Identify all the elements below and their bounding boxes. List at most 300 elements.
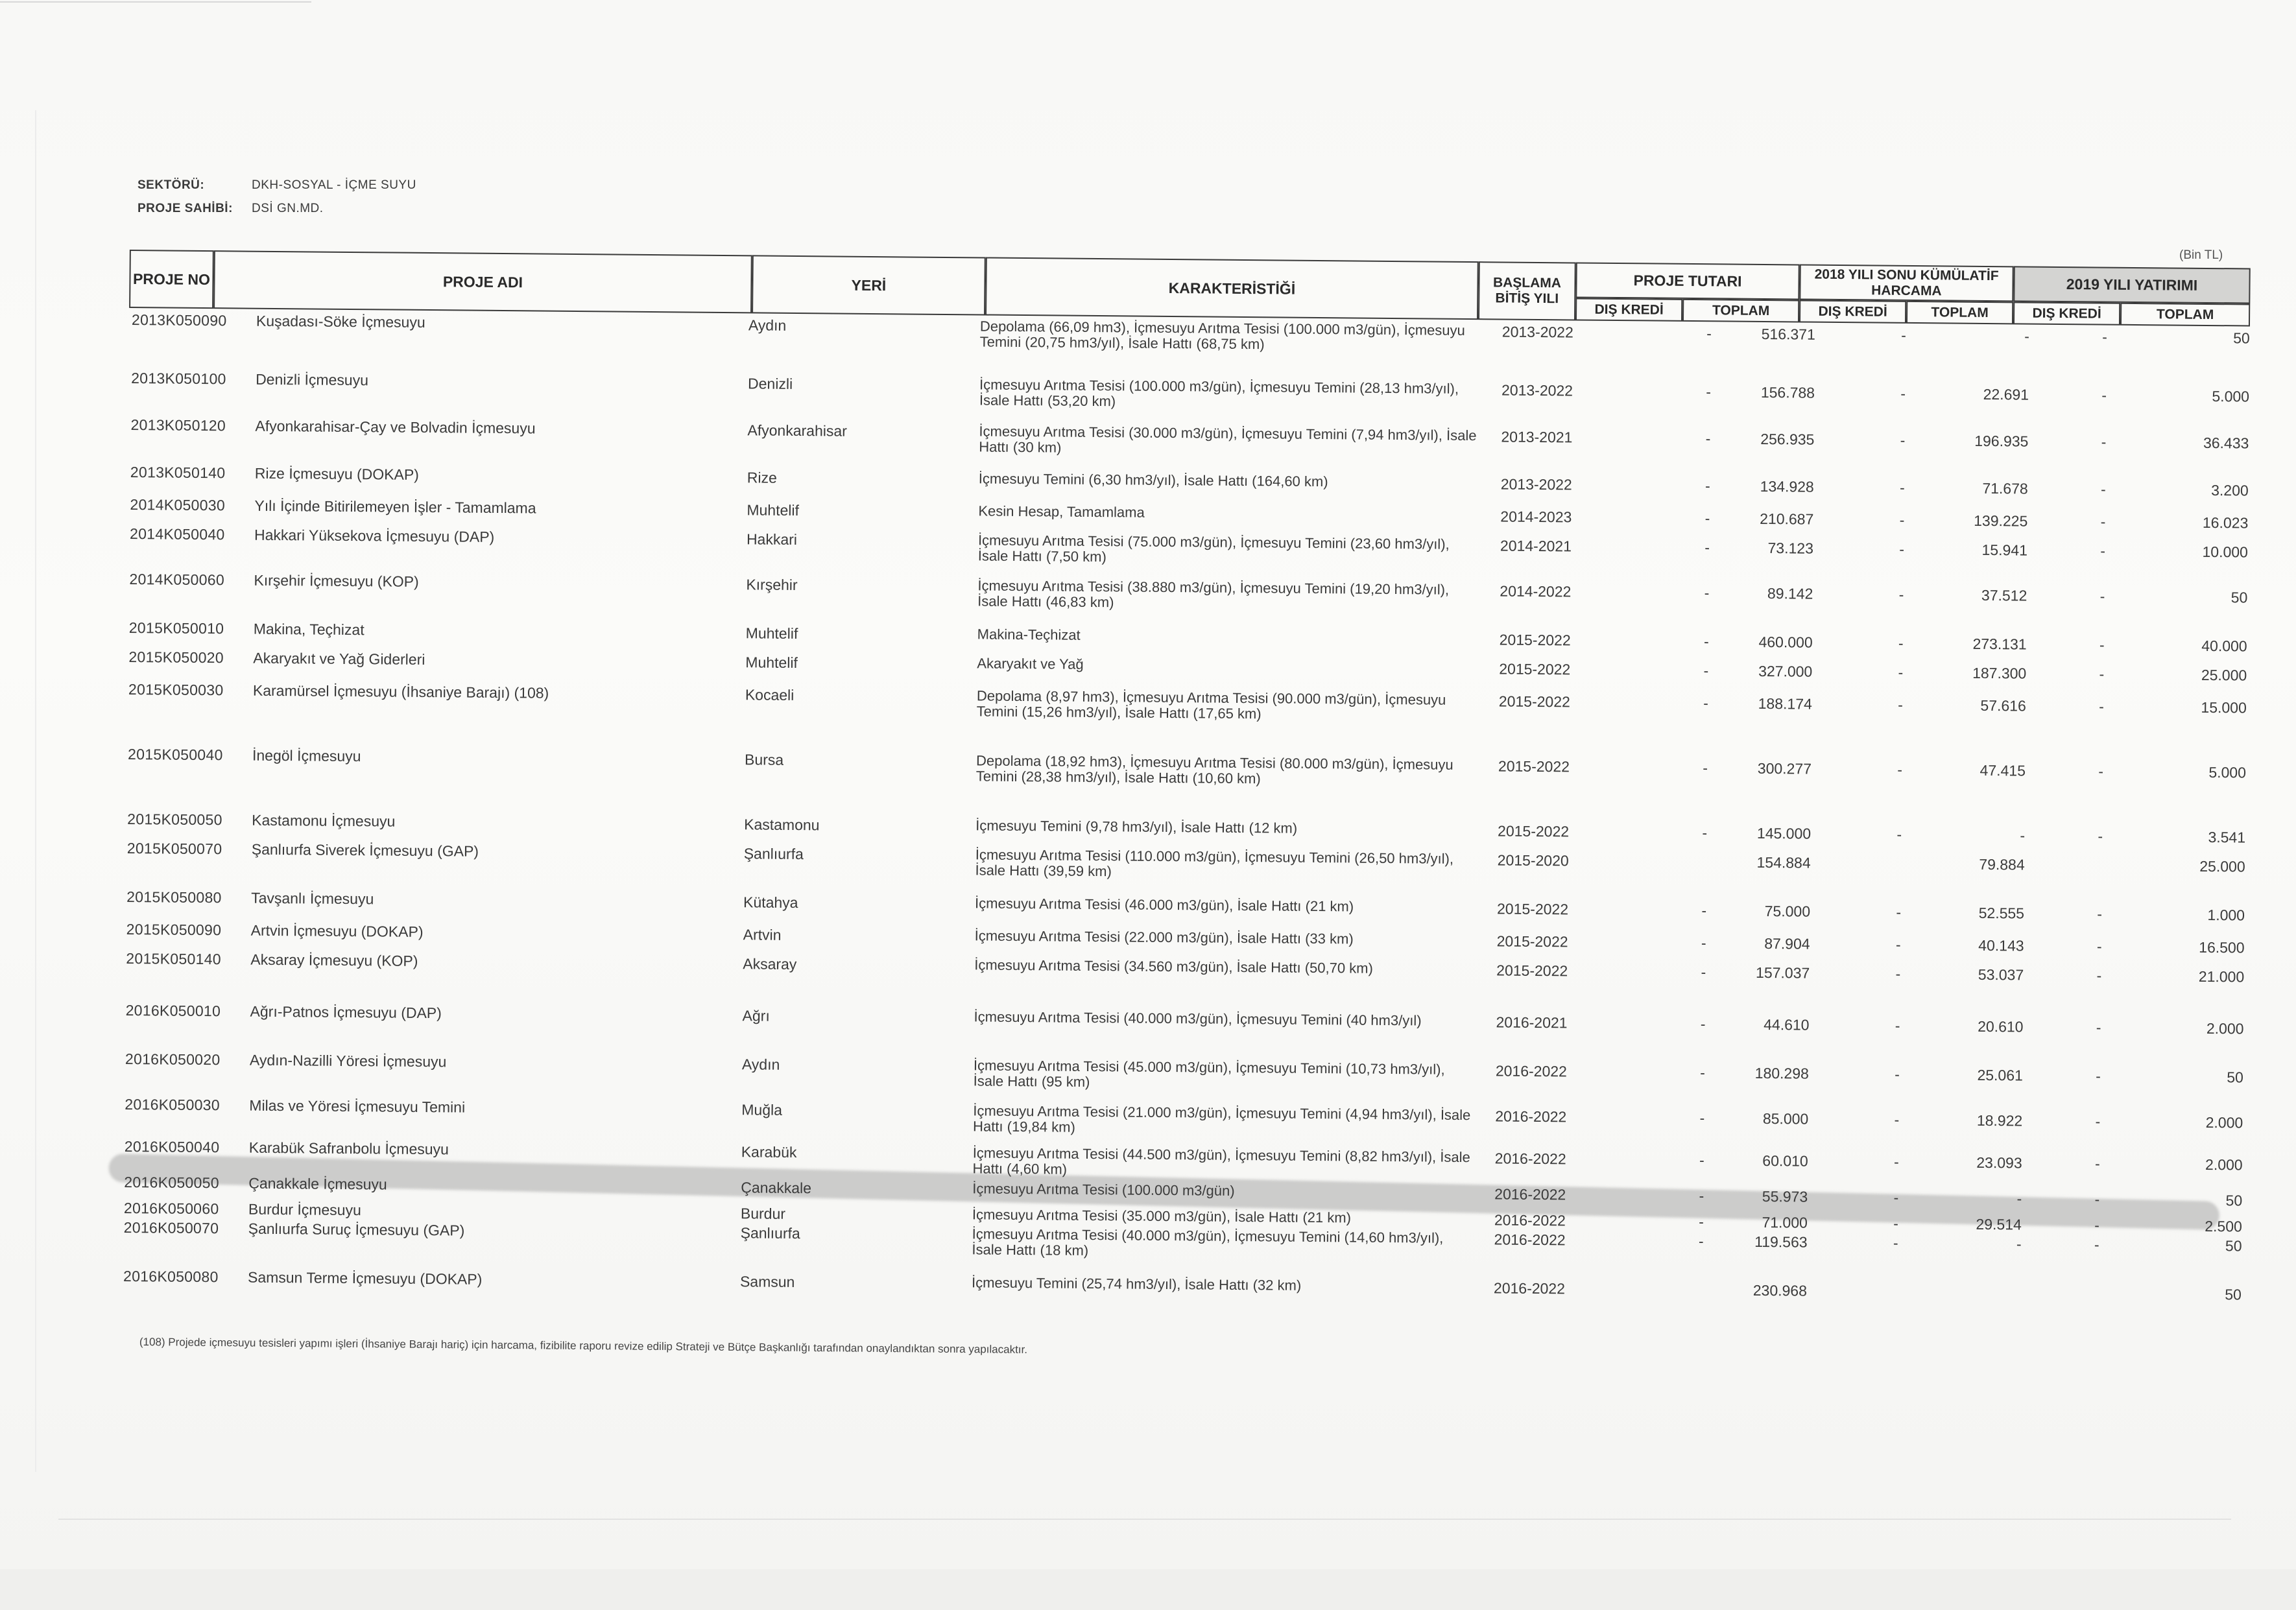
investment-2019-total: 3.200 (2211, 482, 2249, 499)
investment-2019-foreign-credit: - (2096, 1067, 2101, 1085)
project-cost-total: 300.277 (1757, 759, 1812, 777)
spending-2018-foreign-credit: - (1895, 936, 1901, 953)
project-characteristics: Kesin Hesap, Tamamlama (978, 503, 1145, 521)
project-name: Milas ve Yöresi İçmesuyu Temini (249, 1096, 466, 1116)
project-years: 2016-2022 (1494, 1211, 1566, 1229)
header-proje-adi: PROJE ADI (213, 250, 752, 313)
project-table (119, 240, 2250, 1490)
project-no: 2015K050030 (128, 681, 224, 699)
project-characteristics: İçmesuyu Arıtma Tesisi (22.000 m3/gün), İsale Hattı (33 km) (974, 927, 1354, 947)
spending-2018-total (1872, 1283, 2021, 1284)
header-proje-tutari: PROJE TUTARI (1575, 262, 1799, 300)
project-cost-total: 516.371 (1761, 325, 1815, 343)
project-name: Rize İçmesuyu (DOKAP) (254, 464, 420, 483)
project-location: Samsun (739, 1273, 795, 1291)
project-no: 2016K050080 (123, 1267, 219, 1286)
investment-2019-foreign-credit: - (2099, 587, 2105, 605)
table-row (126, 619, 2247, 655)
spending-2018-foreign-credit: - (1896, 903, 1902, 921)
project-no: 2014K050030 (130, 496, 226, 514)
project-no: 2015K050020 (128, 648, 224, 667)
project-years: 2016-2021 (1496, 1013, 1568, 1032)
investment-2019-total: 36.433 (2203, 434, 2249, 452)
spending-2018-total: 79.884 (1979, 855, 2025, 873)
investment-2019-total: 16.500 (2199, 938, 2245, 956)
project-cost-total: 71.000 (1762, 1214, 1808, 1231)
owner-row (138, 197, 416, 220)
investment-2019-foreign-credit: - (2100, 513, 2106, 530)
project-cost-foreign-credit: - (1700, 1015, 1706, 1033)
project-years: 2016-2022 (1493, 1279, 1566, 1297)
table-row (122, 1137, 2243, 1178)
investment-2019-total: 16.023 (2202, 514, 2249, 532)
header-toplam-1: TOPLAM (1682, 299, 1799, 323)
project-name: Akaryakıt ve Yağ Giderleri (253, 649, 425, 668)
spending-2018-foreign-credit: - (1893, 1214, 1898, 1232)
spending-2018-total: 22.691 (1983, 385, 2029, 403)
table-row (128, 496, 2249, 532)
investment-2019-total: 3.541 (2208, 829, 2246, 846)
project-years: 2015-2020 (1497, 851, 1569, 870)
project-no: 2016K050060 (123, 1199, 219, 1218)
spending-2018-total: 15.941 (1981, 541, 2028, 559)
project-location: Muhtelif (747, 501, 800, 519)
project-years: 2015-2022 (1496, 900, 1569, 918)
header-dis-kredi-2: DIŞ KREDİ (1799, 300, 1906, 323)
project-cost-foreign-credit: - (1704, 539, 1710, 556)
project-years: 2013-2021 (1501, 428, 1573, 446)
investment-2019-foreign-credit: - (2096, 967, 2102, 984)
investment-2019-foreign-credit: - (2099, 698, 2104, 715)
investment-2019-total: 10.000 (2202, 543, 2249, 561)
project-location: Denizli (747, 375, 793, 392)
project-cost-foreign-credit: - (1699, 1213, 1704, 1231)
spending-2018-total: - (2020, 827, 2026, 844)
investment-2019-foreign-credit: - (2097, 905, 2103, 923)
project-name: Ağrı-Patnos İçmesuyu (DAP) (250, 1002, 442, 1022)
project-no: 2014K050040 (129, 525, 225, 543)
spending-2018-foreign-credit: - (1893, 1234, 1898, 1251)
project-location: Muhtelif (745, 654, 798, 672)
project-characteristics: İçmesuyu Arıtma Tesisi (110.000 m3/gün), İçmesuyu Temini (26,50 hm3/yıl), İsale Hattı (39,59 km) (975, 846, 1454, 880)
scan-edge-line (0, 1, 311, 3)
spending-2018-total: - (2024, 327, 2029, 345)
project-cost-foreign-credit: - (1704, 584, 1710, 602)
investment-2019-total: 40.000 (2201, 637, 2247, 655)
project-characteristics: İçmesuyu Arıtma Tesisi (40.000 m3/gün), İçmesuyu Temini (40 hm3/yıl) (974, 1008, 1422, 1029)
spending-2018-total: 23.093 (1976, 1154, 2022, 1172)
project-no: 2013K050140 (130, 464, 226, 482)
table-row (126, 681, 2247, 722)
project-cost-foreign-credit: - (1703, 633, 1709, 650)
investment-2019-total: 50 (2230, 589, 2248, 606)
spending-2018-foreign-credit: - (1893, 1153, 1899, 1170)
header-harcama-2018: 2018 YILI SONU KÜMÜLATİF HARCAMA (1799, 264, 2013, 302)
project-name: Şanlıurfa Siverek İçmesuyu (GAP) (251, 840, 479, 860)
project-characteristics: İçmesuyu Arıtma Tesisi (35.000 m3/gün), İsale Hattı (21 km) (972, 1206, 1352, 1226)
owner-label: PROJE SAHİBİ: (138, 202, 233, 215)
header-dis-kredi-3: DIŞ KREDİ (2013, 302, 2120, 325)
spending-2018-foreign-credit: - (1899, 479, 1905, 496)
project-location: Bursa (744, 751, 784, 768)
investment-2019-foreign-credit: - (2094, 1216, 2099, 1234)
project-cost-foreign-credit: - (1705, 430, 1711, 447)
project-location: Kocaeli (745, 686, 795, 704)
scan-edge-line (35, 110, 36, 1472)
investment-2019-total: 2.500 (2205, 1217, 2242, 1235)
table-row (124, 888, 2245, 924)
project-location: Aydın (741, 1056, 780, 1073)
project-characteristics: Depolama (66,09 hm3), İçmesuyu Arıtma Tesisi (100.000 m3/gün), İçmesuyu Temini (20,75 hm3/yıl), İsale Hattı (68,75 km) (979, 318, 1465, 353)
project-location: Hakkari (746, 530, 798, 548)
project-cost-total: 55.973 (1762, 1188, 1808, 1205)
investment-2019-foreign-credit: - (2099, 636, 2105, 654)
spending-2018-total: 52.555 (1978, 904, 2025, 922)
investment-2019-foreign-credit: - (2095, 1113, 2101, 1130)
project-location: Çanakkale (741, 1179, 812, 1197)
project-characteristics: Depolama (18,92 hm3), İçmesuyu Arıtma Tesisi (80.000 m3/gün), İçmesuyu Temini (28,38 hm3/yıl), İsale Hattı (10,60 km) (975, 752, 1453, 787)
project-cost-foreign-credit: - (1699, 1152, 1704, 1169)
project-cost-total: 327.000 (1758, 662, 1813, 680)
project-location: Muğla (741, 1101, 783, 1119)
project-characteristics: İçmesuyu Temini (6,30 hm3/yıl), İsale Hattı (164,60 km) (978, 470, 1328, 490)
spending-2018-foreign-credit: - (1901, 326, 1906, 344)
spending-2018-total: - (2016, 1235, 2022, 1253)
project-name: Burdur İçmesuyu (248, 1200, 361, 1219)
project-location: Artvin (743, 926, 782, 943)
project-cost-total: 44.610 (1764, 1016, 1810, 1034)
investment-2019-foreign-credit: - (2098, 827, 2103, 845)
project-years: 2013-2022 (1500, 475, 1572, 493)
spending-2018-total: 71.678 (1982, 479, 2028, 497)
project-years: 2015-2022 (1499, 631, 1571, 649)
project-cost-foreign-credit: - (1701, 902, 1707, 919)
investment-2019-foreign-credit: - (2098, 763, 2104, 780)
project-years: 2016-2022 (1495, 1062, 1568, 1080)
spending-2018-foreign-credit: - (1898, 586, 1904, 603)
header-yatirim-2019: 2019 YILI YATIRIMI (2013, 266, 2250, 303)
spending-2018-foreign-credit: - (1895, 1065, 1900, 1083)
project-name: Çanakkale İçmesuyu (248, 1174, 387, 1193)
spending-2018-total: 29.514 (1976, 1215, 2022, 1233)
project-location: Kütahya (743, 894, 798, 912)
project-cost-total: 210.687 (1760, 510, 1814, 528)
project-name: Tavşanlı İçmesuyu (251, 889, 374, 908)
investment-2019-total: 2.000 (2205, 1155, 2243, 1174)
header-baslama-bitis: BAŞLAMA BİTİŞ YILI (1478, 261, 1576, 320)
project-location: Kırşehir (746, 576, 798, 594)
spending-2018-foreign-credit: - (1898, 663, 1904, 681)
table-row (123, 1050, 2243, 1090)
project-name: Afyonkarahisar-Çay ve Bolvadin İçmesuyu (255, 417, 536, 437)
spending-2018-foreign-credit: - (1899, 511, 1905, 528)
project-cost-foreign-credit: - (1703, 759, 1708, 777)
investment-2019-foreign-credit: - (2100, 542, 2106, 560)
project-cost-foreign-credit: - (1704, 510, 1710, 527)
project-cost-total: 145.000 (1756, 824, 1812, 842)
project-name: Yılı İçinde Bitirilemeyen İşler - Tamamlama (254, 497, 536, 517)
investment-2019-foreign-credit: - (2100, 480, 2106, 498)
header-proje-no: PROJE NO (129, 250, 214, 309)
project-no: 2016K050020 (125, 1050, 221, 1069)
spending-2018-foreign-credit: - (1900, 431, 1906, 449)
project-cost-foreign-credit: - (1699, 1109, 1705, 1127)
project-cost-total: 85.000 (1762, 1110, 1809, 1128)
investment-2019-foreign-credit (2034, 1284, 2099, 1285)
project-characteristics: İçmesuyu Temini (25,74 hm3/yıl), İsale Hattı (32 km) (971, 1274, 1302, 1294)
project-no: 2016K050050 (124, 1173, 219, 1192)
table-row (128, 464, 2249, 499)
investment-2019-foreign-credit: - (2094, 1190, 2100, 1208)
project-no: 2015K050090 (126, 920, 222, 939)
project-years: 2016-2022 (1494, 1185, 1566, 1203)
project-characteristics: İçmesuyu Arıtma Tesisi (34.560 m3/gün), İsale Hattı (50,70 km) (974, 956, 1374, 977)
header-karakteristigi: KARAKTERİSTİĞİ (985, 257, 1479, 320)
project-cost-total: 230.968 (1752, 1281, 1808, 1299)
footnote: (108) Projede içmesuyu tesisleri yapımı işleri (İhsaniye Barajı hariç) için harcama, fizibilite raporu revize edilip Strateji ve Bütçe Başkanlığı tarafından onaylandıktan sonra yapılacaktır. (139, 1336, 1028, 1356)
header-yeri: YERİ (752, 255, 986, 315)
investment-2019-total: 2.000 (2206, 1019, 2244, 1037)
header-toplam-2: TOPLAM (1906, 301, 2013, 324)
project-cost-foreign-credit: - (1702, 824, 1708, 842)
project-years: 2015-2022 (1496, 962, 1568, 980)
spending-2018-foreign-credit: - (1898, 634, 1904, 652)
project-characteristics: İçmesuyu Arıtma Tesisi (45.000 m3/gün), İçmesuyu Temini (10,73 hm3/yıl), İsale Hattı (95 km) (973, 1057, 1445, 1090)
project-name: Kuşadası-Söke İçmesuyu (256, 312, 425, 331)
spending-2018-foreign-credit: - (1895, 965, 1901, 982)
table-row (128, 370, 2250, 410)
spending-2018-foreign-credit: - (1893, 1189, 1899, 1206)
project-no: 2013K050100 (131, 370, 226, 388)
project-years: 2015-2022 (1499, 660, 1571, 678)
project-cost-total: 188.174 (1758, 694, 1812, 713)
investment-2019-total: 50 (2227, 1069, 2243, 1086)
project-location: Karabük (741, 1143, 797, 1161)
spending-2018-total: - (2016, 1190, 2022, 1207)
project-years: 2016-2022 (1495, 1107, 1567, 1126)
project-characteristics: İçmesuyu Arıtma Tesisi (100.000 m3/gün), İçmesuyu Temini (28,13 hm3/yıl), İsale Hattı (53,20 km) (979, 376, 1459, 410)
project-characteristics: İçmesuyu Arıtma Tesisi (100.000 m3/gün) (972, 1180, 1235, 1199)
project-characteristics: İçmesuyu Arıtma Tesisi (46.000 m3/gün), İsale Hattı (21 km) (975, 895, 1354, 915)
project-name: Kırşehir İçmesuyu (KOP) (254, 571, 419, 590)
investment-2019-total: 2.000 (2205, 1113, 2243, 1131)
project-cost-foreign-credit: - (1704, 477, 1710, 495)
project-no: 2015K050070 (126, 839, 222, 858)
investment-2019-total: 50 (2225, 1286, 2242, 1303)
project-no: 2016K050030 (125, 1095, 221, 1114)
project-cost-foreign-credit: - (1701, 964, 1706, 981)
investment-2019-foreign-credit: - (2102, 328, 2107, 346)
spending-2018-total: 20.610 (1978, 1017, 2024, 1036)
project-location: Burdur (740, 1205, 786, 1222)
investment-2019-total: 50 (2225, 1237, 2242, 1255)
spending-2018-total: 40.143 (1978, 936, 2024, 954)
project-years: 2015-2022 (1498, 693, 1570, 711)
investment-2019-foreign-credit: - (2101, 386, 2107, 404)
header-toplam-3: TOPLAM (2120, 303, 2250, 327)
spending-2018-foreign-credit: - (1898, 696, 1903, 713)
project-cost-total: 460.000 (1758, 633, 1813, 651)
project-location: Aydın (748, 316, 787, 334)
project-characteristics: İçmesuyu Arıtma Tesisi (44.500 m3/gün), İçmesuyu Temini (8,82 hm3/yıl), İsale Hattı (4,60 km) (972, 1144, 1470, 1178)
investment-2019-total: 25.000 (2201, 666, 2247, 684)
project-cost-total: 256.935 (1760, 430, 1815, 448)
spending-2018-total: 273.131 (1972, 635, 2027, 653)
spending-2018-total: 18.922 (1976, 1111, 2023, 1130)
spending-2018-foreign-credit: - (1895, 1017, 1900, 1034)
project-name: Aksaray İçmesuyu (KOP) (250, 951, 418, 969)
project-no: 2015K050040 (127, 746, 223, 764)
spending-2018-total: 47.415 (1979, 761, 2026, 779)
project-years: 2014-2022 (1500, 582, 1572, 600)
spending-2018-foreign-credit: - (1894, 1111, 1900, 1128)
spending-2018-foreign-credit: - (1900, 385, 1906, 402)
project-characteristics: Makina-Teçhizat (977, 626, 1081, 643)
investment-2019-total: 21.000 (2198, 967, 2245, 986)
project-name: Hakkari Yüksekova İçmesuyu (DAP) (254, 526, 495, 545)
table-row (128, 416, 2249, 456)
project-cost-foreign-credit: - (1698, 1233, 1704, 1250)
project-name: Karabük Safranbolu İçmesuyu (248, 1139, 449, 1158)
project-years: 2014-2021 (1500, 537, 1572, 555)
project-no: 2015K050140 (126, 949, 222, 968)
project-cost-total: 180.298 (1754, 1064, 1809, 1082)
project-characteristics: Akaryakıt ve Yağ (977, 655, 1084, 672)
project-no: 2015K050080 (126, 888, 222, 906)
table-row (124, 920, 2245, 956)
table-row (122, 1095, 2243, 1135)
project-no: 2013K050120 (130, 416, 226, 434)
project-location: Kastamonu (744, 816, 820, 834)
project-cost-foreign-credit: - (1706, 325, 1712, 342)
project-characteristics: Depolama (8,97 hm3), İçmesuyu Arıtma Tesisi (90.000 m3/gün), İçmesuyu Temini (15,26 hm3/yıl), İsale Hattı (17,65 km) (976, 687, 1446, 722)
project-name: Denizli İçmesuyu (256, 370, 369, 389)
project-years: 2016-2022 (1494, 1150, 1566, 1168)
project-cost-foreign-credit: - (1700, 1064, 1705, 1082)
project-characteristics: İçmesuyu Arıtma Tesisi (21.000 m3/gün), İçmesuyu Temini (4,94 hm3/yıl), İsale Hattı (19,84 km) (973, 1102, 1471, 1135)
project-location: Aksaray (743, 955, 797, 973)
project-years: 2014-2023 (1500, 508, 1572, 526)
investment-2019-foreign-credit: - (2099, 665, 2105, 683)
spending-2018-foreign-credit: - (1899, 540, 1905, 558)
table-row (123, 1001, 2244, 1037)
unit-note: (Bin TL) (2179, 248, 2223, 262)
project-name: Kastamonu İçmesuyu (252, 811, 396, 830)
project-location: Şanlıurfa (743, 845, 804, 863)
project-name: Samsun Terme İçmesuyu (DOKAP) (247, 1268, 483, 1288)
table-row (125, 811, 2246, 846)
project-characteristics: İçmesuyu Arıtma Tesisi (38.880 m3/gün), İçmesuyu Temini (19,20 hm3/yıl), İsale Hattı (46,83 km) (977, 577, 1450, 611)
project-characteristics: İçmesuyu Arıtma Tesisi (40.000 m3/gün), İçmesuyu Temini (14,60 hm3/yıl), İsale Hattı (18 km) (972, 1225, 1444, 1259)
spending-2018-total: 25.061 (1977, 1066, 2023, 1084)
spending-2018-total: 187.300 (1972, 664, 2027, 682)
project-cost-total: 89.142 (1767, 585, 1813, 602)
project-cost-total: 60.010 (1762, 1152, 1808, 1170)
project-years: 2016-2022 (1494, 1231, 1566, 1249)
scan-edge-line (58, 1519, 2231, 1520)
project-cost-foreign-credit: - (1699, 1187, 1704, 1205)
spending-2018-total: 37.512 (1981, 586, 2027, 604)
project-cost-foreign-credit: - (1703, 662, 1709, 680)
project-years: 2015-2022 (1498, 757, 1570, 775)
investment-2019-total: 50 (2225, 1192, 2243, 1209)
project-no: 2016K050040 (124, 1137, 220, 1156)
investment-2019-foreign-credit: - (2094, 1236, 2099, 1253)
investment-2019-total: 1.000 (2207, 906, 2245, 924)
project-name: Artvin İçmesuyu (DOKAP) (250, 921, 424, 940)
table-row (127, 571, 2248, 611)
scan-shadow (0, 1569, 2296, 1610)
spending-2018-total: 53.037 (1978, 965, 2024, 984)
table-row (121, 1267, 2242, 1303)
spending-2018-foreign-credit: - (1896, 825, 1902, 843)
investment-2019-total: 15.000 (2201, 698, 2247, 716)
project-cost-total: 75.000 (1764, 903, 1811, 920)
project-years: 2015-2022 (1496, 932, 1568, 951)
project-years: 2013-2022 (1501, 323, 1573, 341)
project-characteristics: İçmesuyu Arıtma Tesisi (30.000 m3/gün), İçmesuyu Temini (7,94 hm3/yıl), İsale Hattı (30 km) (979, 423, 1477, 456)
project-location: Afyonkarahisar (747, 421, 848, 440)
header-dis-kredi-1: DIŞ KREDİ (1575, 298, 1682, 321)
project-characteristics: İçmesuyu Temini (9,78 hm3/yıl), İsale Hattı (12 km) (975, 817, 1298, 836)
project-cost-total: 73.123 (1767, 539, 1814, 557)
investment-2019-foreign-credit: - (2094, 1155, 2100, 1172)
investment-2019-foreign-credit: - (2096, 1019, 2101, 1036)
document-meta (138, 174, 416, 220)
sector-label: SEKTÖRÜ: (138, 178, 205, 192)
project-cost-foreign-credit: - (1706, 383, 1712, 401)
project-location: Rize (747, 469, 777, 486)
spending-2018-total: 57.616 (1980, 696, 2026, 715)
project-location: Şanlıurfa (740, 1224, 800, 1242)
project-cost-total: 87.904 (1764, 935, 1810, 953)
project-cost-total: 154.884 (1756, 853, 1811, 871)
owner-value: DSİ GN.MD. (252, 202, 324, 215)
project-years: 2013-2022 (1501, 381, 1573, 399)
project-no: 2015K050010 (128, 619, 224, 637)
project-no: 2016K050070 (123, 1218, 219, 1237)
investment-2019-total: 5.000 (2208, 764, 2247, 781)
project-characteristics: İçmesuyu Arıtma Tesisi (75.000 m3/gün), İçmesuyu Temini (23,60 hm3/yıl), İsale Hattı (7,50 km) (977, 532, 1450, 565)
investment-2019-foreign-credit: - (2101, 433, 2107, 451)
project-years: 2015-2022 (1498, 822, 1570, 840)
spending-2018-foreign-credit: - (1897, 761, 1903, 778)
project-name: Karamürsel İçmesuyu (İhsaniye Barajı) (108) (252, 681, 549, 702)
sector-row (138, 174, 416, 197)
project-cost-total: 156.788 (1760, 383, 1815, 401)
investment-2019-total: 50 (2233, 329, 2250, 347)
project-no: 2014K050060 (129, 571, 225, 589)
project-no: 2015K050050 (127, 811, 222, 829)
project-no: 2016K050010 (125, 1001, 221, 1020)
project-location: Ağrı (742, 1007, 770, 1024)
project-name: Aydın-Nazilli Yöresi İçmesuyu (249, 1051, 447, 1071)
project-name: Şanlıurfa Suruç İçmesuyu (GAP) (248, 1220, 465, 1239)
project-cost-total: 134.928 (1760, 477, 1814, 495)
project-name: İnegöl İçmesuyu (252, 746, 361, 765)
project-cost-total: 119.563 (1754, 1233, 1808, 1251)
project-cost-total: 157.037 (1755, 964, 1810, 982)
project-name: Makina, Teçhizat (253, 620, 365, 639)
sector-value: DKH-SOSYAL - İÇME SUYU (252, 178, 416, 192)
project-cost-foreign-credit: - (1703, 694, 1708, 712)
spending-2018-total: 139.225 (1974, 512, 2028, 530)
investment-2019-total: 5.000 (2212, 388, 2250, 405)
investment-2019-foreign-credit: - (2096, 938, 2102, 955)
table-row (125, 746, 2247, 787)
spending-2018-total: 196.935 (1974, 432, 2029, 450)
project-no: 2013K050090 (131, 311, 227, 329)
